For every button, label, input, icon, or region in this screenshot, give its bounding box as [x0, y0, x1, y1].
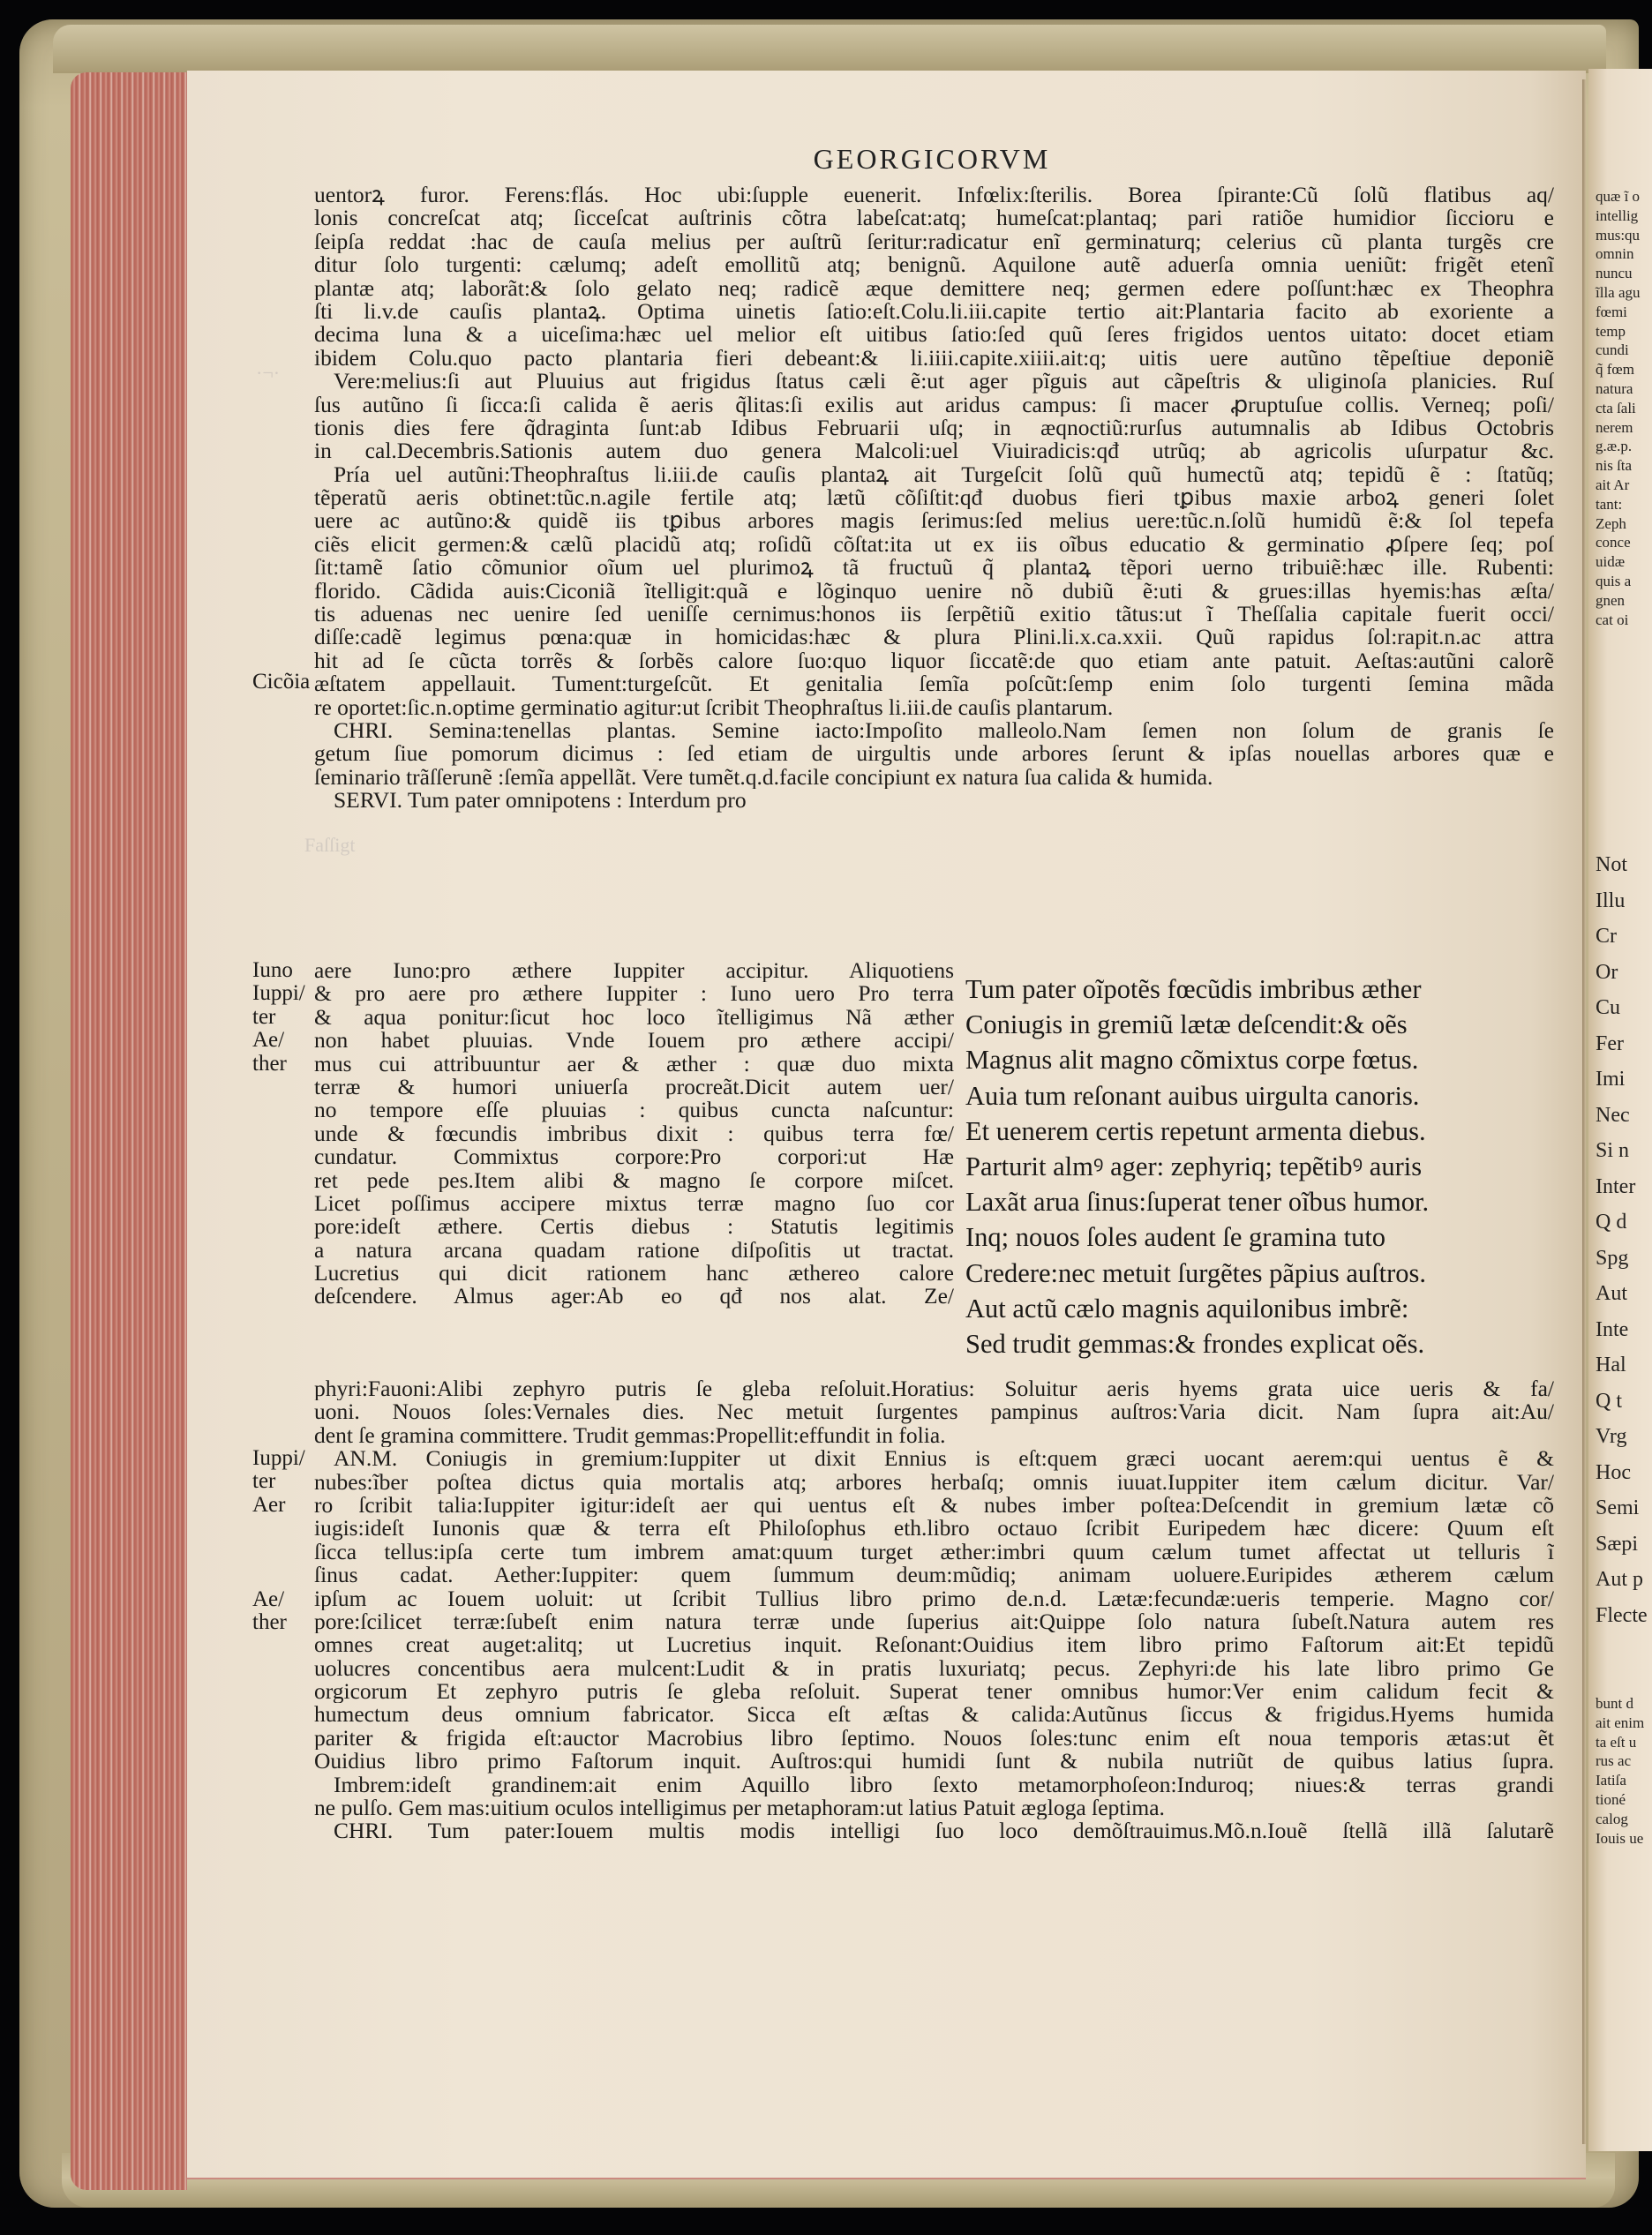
- text-line: ſicca tellus:ipſa certe tum imbrem amat:quum turget æther:imbri quum cælum tumet affectat ut telluris ĩ: [314, 1540, 1554, 1564]
- right-page-line: temp: [1596, 322, 1626, 340]
- text-line: ſeminario trãſſerunẽ :ſemĩa appellãt. Vere tumẽt.q.d.facile concipiunt ex natura ſua calida & humida.: [314, 765, 1213, 790]
- text-line: Licet poſſimus accipere mixtus terræ magno ſuo cor: [314, 1191, 954, 1216]
- right-page-line: ta eſt u: [1596, 1733, 1637, 1751]
- text-line: ſinus cadat. Aether:Iuppiter: quem ſummum deum:mũdiq; animam uoluere.Euripides ætherem cælum: [314, 1564, 1554, 1587]
- verse-line: Parturit almꝰ ager: zephyriq; tepẽtibꝰ auris: [965, 1151, 1423, 1182]
- text-line: omnes creat auget:alitq; ut Lucretius inquit. Reſonant:Ouidius item libro primo Faſtorum ait:Et tepidũ: [314, 1633, 1554, 1657]
- margin-note-group: [252, 1588, 287, 1635]
- right-page-verse-line: Inte: [1596, 1317, 1629, 1341]
- margin-note: Iuno: [252, 958, 293, 982]
- right-page-verse-line: Imi: [1596, 1068, 1626, 1091]
- right-page-line: cat oi: [1596, 611, 1629, 628]
- right-page-line: Iouis ue: [1596, 1829, 1644, 1847]
- right-page-verse-line: Flecte: [1596, 1603, 1648, 1627]
- text-line: Imbrem:ideſt grandinem:ait enim Aquillo libro ſexto metamorphoſeon:Induroq; niues:& terras grandi: [334, 1773, 1554, 1797]
- right-page-verse-line: Spg: [1596, 1246, 1629, 1270]
- right-page-verse-line: Nec: [1596, 1103, 1630, 1127]
- right-page-line: omnin: [1596, 245, 1634, 263]
- right-page-verse-line: Si n: [1596, 1139, 1630, 1162]
- right-page-verse-line: Aut: [1596, 1282, 1627, 1305]
- text-line: pariter & frigida eſt:auctor Macrobius libro ſeptimo. Nouos ſoles:tunc enim eſt noua temporis ætas:ut ẽt: [314, 1726, 1554, 1751]
- right-page-line: nerem: [1596, 418, 1633, 436]
- text-line: ſus autũno ſi ſicca:ſi calida ẽ aeris q̃litas:ſi exilis aut aridus campus: ſi macer ꝓruptuſue collis. Verneq; poſi/: [314, 393, 1554, 416]
- right-page-line: q̃ fœm: [1596, 361, 1634, 379]
- margin-note: ther: [252, 1051, 287, 1076]
- right-page-verse-line: Aut p: [1596, 1568, 1643, 1591]
- right-page-line: mus:qu: [1596, 226, 1641, 244]
- text-line: AN.M. Coniugis in gremium:Iuppiter ut dixit Ennius is eſt:quem græci uocant aerem:qui uentus ẽ &: [334, 1447, 1554, 1471]
- commentary-column: [314, 959, 954, 1309]
- text-line: cundatur. Commixtus corpore:Pro corpori:ut Hæ: [314, 1145, 954, 1169]
- text-line: ibidem Colu.quo pacto plantaria fieri debeant:& li.iiii.capite.xiiii.ait:q; uitis uere autũno tẽpeſtiue deponiẽ: [314, 346, 1554, 371]
- verse-line: Magnus alit magno cõmixtus corpe fœtus.: [965, 1045, 1419, 1076]
- verse-line: Tum pater oĩpotẽs fœcũdis imbribus æther: [965, 974, 1422, 1004]
- right-page-line: g.æ.p.: [1596, 438, 1633, 455]
- right-page-line: cundi: [1596, 341, 1629, 359]
- text-line: lonis concreſcat atq; ſicceſcat auſtrinis cõtra labeſcat:atq; humeſcat:plantaq; pari ratiõe humidior ſiccioru e: [314, 206, 1554, 230]
- right-page-verse-line: Cr: [1596, 925, 1617, 948]
- margin-note: Iuppi/: [252, 981, 305, 1006]
- text-line: re oportet:ſic.n.optime germinatio agitur:ut ſcribit Theophraſtus li.iii.de cauſis plantarum.: [314, 695, 1114, 719]
- right-page-verse-line: Fer: [1596, 1031, 1624, 1055]
- text-line: CHRI. Semina:tenellas plantas. Semine iacto:Impoſito malleolo.Nam ſemen non ſolum de granis ſe: [334, 718, 1554, 743]
- text-line: florido. Cãdida auis:Ciconiã ĩtelligit:quã e lõginquo uenire nõ dubiũ ẽ:uti & grues:illas hyemis:has æſta/: [314, 579, 1554, 604]
- right-page-verse-line: Semi: [1596, 1496, 1640, 1519]
- text-line: Pría uel autũni:Theophraſtus li.iii.de cauſis plantaꝝ ait Turgeſcit ſolũ quũ humectũ atq; tepidũ ẽ : ſtatũq;: [334, 462, 1554, 487]
- right-page-line: calog: [1596, 1810, 1628, 1827]
- right-page-line: nuncu: [1596, 265, 1633, 282]
- text-line: tẽperatũ aeris obtinet:tũc.n.agile fertile atq; lætũ cõſiſtit:qđ duobus fieri tꝑibus maxie arboꝝ generi ſolet: [314, 486, 1554, 510]
- margin-note-group: [252, 1447, 305, 1517]
- text-line: uere ac autũno:& quidẽ iis tꝑibus arbores magis ſerimus:ſed melius uere:tũc.n.ſolũ humidũ ẽ:& ſol tepefa: [314, 509, 1554, 533]
- right-page-verse-line: Inter: [1596, 1174, 1636, 1198]
- text-line: aere Iuno:pro æthere Iuppiter accipitur. Aliquotiens: [314, 959, 954, 983]
- text-line: iugis:ideſt Iunonis quæ & terra eſt Philoſophus eth.libro octauo ſcribit Euripedem hæc dicere: Quum eſt: [314, 1517, 1554, 1541]
- margin-note: Ae/: [252, 1587, 285, 1611]
- text-line: uolucres concentibus aera mulcent:Ludit & in pratis luxuriatq; pecus. Zephyri:de his late libro primo Ge: [314, 1656, 1554, 1681]
- text-line: ipſum ac Iouem uoluit: ut ſcribit Tullius libro primo de.n.d. Lætæ:fecundæ:ueris temperie. Magno cor/: [314, 1586, 1554, 1610]
- margin-note-ciconia: Cicõia: [252, 670, 311, 694]
- right-page-line: natura: [1596, 379, 1633, 397]
- right-page-line: intellig: [1596, 206, 1639, 224]
- main-commentary-bottom: [314, 1377, 1554, 1843]
- text-line: plantæ atq; laborãt:& ſolo gelato neq; radicẽ æque demittere neq; germen edere poſſunt:hæc ex Theophra: [314, 276, 1554, 300]
- right-page-line: ĩlla agu: [1596, 283, 1641, 301]
- text-line: ſeipſa reddat :hac de cauſa melius per auſtrũ ſeritur:radicatur enĩ germinaturq; celerius cũ planta turgẽs cre: [314, 229, 1554, 254]
- text-line: in cal.Decembris.Sationis autem duo genera Malcoli:uel Viuiradicis:qđ utrũq; ab agricolis uſurpatur &c.: [314, 439, 1554, 463]
- right-page-verse-line: Hal: [1596, 1354, 1626, 1376]
- main-commentary-top: [314, 184, 1554, 813]
- right-page-commentary-bottom: [1596, 1694, 1644, 1848]
- show-through-text: Faſſigt: [304, 834, 356, 856]
- right-page-line: uidæ: [1596, 553, 1626, 571]
- right-page-verse-line: Hoc: [1596, 1460, 1631, 1484]
- margin-note-group: [252, 959, 305, 1076]
- margin-note: Iuppi/: [252, 1446, 305, 1470]
- right-page-verse: [1596, 847, 1648, 1633]
- text-line: phyri:Fauoni:Alibi zephyro putris ſe gleba reſoluit.Horatius: Soluitur aeris hyems grata uice ueris & fa/: [314, 1377, 1554, 1401]
- text-line: tionis dies fere q̃draginta ſunt:ab Idibus Februarii uſq; in æqnoctiũ:rurſus autumnalis ab Idibus Octobris: [314, 416, 1554, 440]
- verse-line: Credere:nec metuit ſurgẽtes pãpius auſtros.: [965, 1257, 1427, 1288]
- text-line: ſti li.v.de cauſis plantaꝝ. Optima uinetis ſatio:eſt.Colu.li.iii.capite tertio ait:Plantaria facito ab exoriente a: [314, 299, 1554, 324]
- margin-note: ter: [252, 1469, 276, 1494]
- text-line: ditur ſolo turgenti: cælumq; adeſt emollitũ atq; benignũ. Aquilone autẽ aduerſa omnia ueniũt: frigẽt etenĩ: [314, 253, 1554, 277]
- text-line: ne pulſo. Gem mas:uitium oculos intelligimus per metaphoram:ut latius Patuit æglogа ſeptima.: [314, 1796, 1165, 1820]
- right-page-line: cta ſali: [1596, 399, 1636, 416]
- text-line: terræ & humori uniuerſa procreãt.Dicit autem uer/: [314, 1075, 954, 1099]
- right-page-verse-line: Or: [1596, 960, 1618, 984]
- right-page-line: tant:: [1596, 495, 1623, 513]
- text-line: getum ſiue pomorum dicimus : ſed etiam de uirgultis unde arbores ſerunt & ipſas nouellas arbores quæ e: [314, 742, 1554, 766]
- right-page-line: bunt d: [1596, 1695, 1633, 1712]
- margin-note: Aer: [252, 1492, 286, 1517]
- binding-top-edge: [53, 25, 1606, 73]
- text-line: ret pede pes.Item alibi & magno ſe corpore miſcet.: [314, 1168, 954, 1192]
- right-page-line: ait Ar: [1596, 476, 1630, 493]
- right-page-line: quæ ĩ o: [1596, 188, 1641, 205]
- text-line: SERVI. Tum pater omnipotens : Interdum pro: [334, 789, 747, 813]
- right-page-verse-line: Sæpi: [1596, 1532, 1639, 1556]
- gutter: [1582, 79, 1586, 2144]
- text-line: & aqua ponitur:ſicut hoc loco ĩtelligimus Nã æther: [314, 1005, 954, 1030]
- right-page-commentary-top: [1596, 187, 1641, 629]
- running-title: GEORGICORVM: [813, 143, 1051, 175]
- show-through-text: ·¬·: [256, 362, 281, 384]
- text-line: orgicorum Et zephyro putris ſe gleba reſoluit. Superat tener omnibus humor:Ver enim calidum fecit &: [314, 1680, 1554, 1704]
- text-line: deſcendere. Almus ager:Ab eo qđ nos alat. Ze/: [314, 1285, 954, 1309]
- text-line: diſſe:cadẽ legimus pœna:quæ in homicidas:hæc & plura Plini.li.x.ca.xxii. Quũ rapidus ſol:rapit.n.ac attra: [314, 626, 1554, 649]
- text-line: Vere:melius:ſi aut Pluuius aut frigidus ſtatus cæli ẽ:ut ager pĩguis aut cãpeſtris & uliginoſa planicies. Ruſ: [334, 370, 1554, 394]
- text-line: no tempore eſſe pluuias : quibus cuncta naſcuntur:: [314, 1099, 954, 1122]
- margin-note: Ae/: [252, 1028, 285, 1053]
- text-line: a natura arcana quadam ratione diſpoſitis ut tractat.: [314, 1238, 954, 1263]
- text-line: pore:ſcilicet terræ:ſubeſt enim natura terræ unde ſuperius ait:Quippe ſolo natura ſubeſt.Natura autem res: [314, 1609, 1554, 1634]
- right-page-line: gnen: [1596, 591, 1626, 609]
- text-line: ro ſcribit talia:Iuppiter igitur:ideſt aer qui uentus eſt & nubes imber poſtea:Deſcendit in gremium lætæ cõ: [314, 1493, 1554, 1518]
- margin-note: ther: [252, 1610, 287, 1635]
- text-line: Lucretius qui dicit rationem hanc æthereo calore: [314, 1262, 954, 1286]
- text-line: Ouidius libro primo Faſtorum inquit. Auſtros:qui humidi ſunt & nubila nutriũt de quibus latius ſupra.: [314, 1750, 1554, 1774]
- text-line: tis aduenas nec uenire ſed ueniſſe cernimus:honos iis ſerpẽtiũ exitio tãtus:ut ĩ Theſſalia capitale fuerit occi/: [314, 603, 1554, 626]
- right-page-line: Iatiſa: [1596, 1772, 1626, 1789]
- verse-line: Laxãt arua ſinus:ſuperat tener oĩbus humor.: [965, 1187, 1430, 1218]
- verse-line: Coniugis in gremiũ lætæ deſcendit:& oẽs: [965, 1009, 1408, 1040]
- right-page-line: rus ac: [1596, 1752, 1632, 1770]
- right-page-verse-line: Not: [1596, 853, 1627, 876]
- verse-line: Inq; nouos ſoles audent ſe gramina tuto: [965, 1222, 1386, 1253]
- margin-note: ter: [252, 1004, 276, 1029]
- right-page-line: fœmi: [1596, 303, 1627, 320]
- right-page-verse-line: Illu: [1596, 889, 1626, 912]
- text-line: unde & fœcundis imbribus dixit : quibus terra fœ/: [314, 1121, 954, 1146]
- right-page-verse-line: Q t: [1596, 1389, 1622, 1413]
- right-page-line: ait enim: [1596, 1714, 1645, 1731]
- text-line: mus cui attribuuntur aer & æther : quæ duo mixta: [314, 1052, 954, 1076]
- text-line: æſtatem appellauit. Tument:turgeſcũt. Et genitalia ſemĩa poſcũt:ſemp enim ſolo turgenti ſemina mãda: [314, 672, 1554, 696]
- right-page-line: tioné: [1596, 1790, 1626, 1808]
- verse-line: Et uenerem certis repetunt armenta diebus.: [965, 1115, 1426, 1146]
- commentary-verse-section: [314, 959, 1554, 1374]
- text-line: ſit:tamẽ ſatio cõmunior oĩum uel plurimoꝝ tã fructuũ q̃ plantaꝝ tẽpori uerno tribuiẽ:hæc ille. Rubenti:: [314, 556, 1554, 580]
- red-page-edges: [71, 72, 187, 2190]
- text-line: hit ad ſe cũcta torrẽs & ſorbẽs calore ſuo:quo liquor ſiccatẽ:de quo etiam ante patuit. Aeſtas:autũni calorẽ: [314, 649, 1554, 673]
- right-page-line: conce: [1596, 534, 1631, 551]
- text-line: nubes:ĩber poſtea dictus quia mortalis atq; arbores herbaſq; omnis iuuat.Iuppiter item cælum dicitur. Var/: [314, 1470, 1554, 1494]
- right-page-line: Zeph: [1596, 514, 1626, 532]
- verse-column: [965, 971, 1555, 1361]
- text-line: uentorꝝ furor. Ferens:flás. Hoc ubi:ſupple euenerit. Infœlix:ſterilis. Borea ſpirante:Cũ ſolũ flatibus aq/: [314, 184, 1554, 207]
- right-page-line: quis a: [1596, 572, 1632, 589]
- verse-line: Sed trudit gemmas:& frondes explicat oẽs.: [965, 1329, 1425, 1360]
- text-line: CHRI. Tum pater:Iouem multis modis intelligi ſuo loco demõſtrauimus.Mõ.n.Iouẽ ſtellã illã ſalutarẽ: [334, 1819, 1554, 1843]
- right-page-verse-line: Cu: [1596, 996, 1621, 1019]
- text-line: uoni. Nouos ſoles:Vernales dies. Nec metuit ſurgentes pampinus auſtros:Varia dicit. Nam ſupra ait:Au/: [314, 1400, 1554, 1424]
- text-line: non habet pluuias. Vnde Iouem pro æthere accipi/: [314, 1029, 954, 1053]
- right-page-line: nis ſta: [1596, 457, 1633, 475]
- right-page-verse-line: Vrg: [1596, 1425, 1627, 1448]
- text-line: decima luna & a uiceſima:hæc uel melior eſt uitibus ſatio:ſed quũ ſeres frigidos uentos uitato: docet etiam: [314, 323, 1554, 347]
- verse-line: Auia tum reſonant auibus uirgulta canoris.: [965, 1080, 1420, 1111]
- verse-line: Aut actũ cælo magnis aquilonibus imbrẽ:: [965, 1293, 1409, 1324]
- text-line: dent ſe gramina committere. Trudit gemmas:Propellit:effundit in folia.: [314, 1423, 946, 1448]
- text-line: pore:ideſt æthere. Certis diebus : Statutis legitimis: [314, 1215, 954, 1239]
- text-line: humectum deus omnium fabricator. Sicca eſt æſtas & calida:Autũnus ſiccus & frigidus.Hyems humida: [314, 1703, 1554, 1727]
- text-line: & pro aere pro æthere Iuppiter : Iuno uero Pro terra: [314, 982, 954, 1006]
- text-line: ciẽs elicit germen:& cælũ placidũ atq; roſidũ cõſtat:ita ut ex iis oĩbus educatio & germinatio ꝓſpere ſeq; poſ: [314, 532, 1554, 557]
- right-page-verse-line: Q d: [1596, 1211, 1627, 1234]
